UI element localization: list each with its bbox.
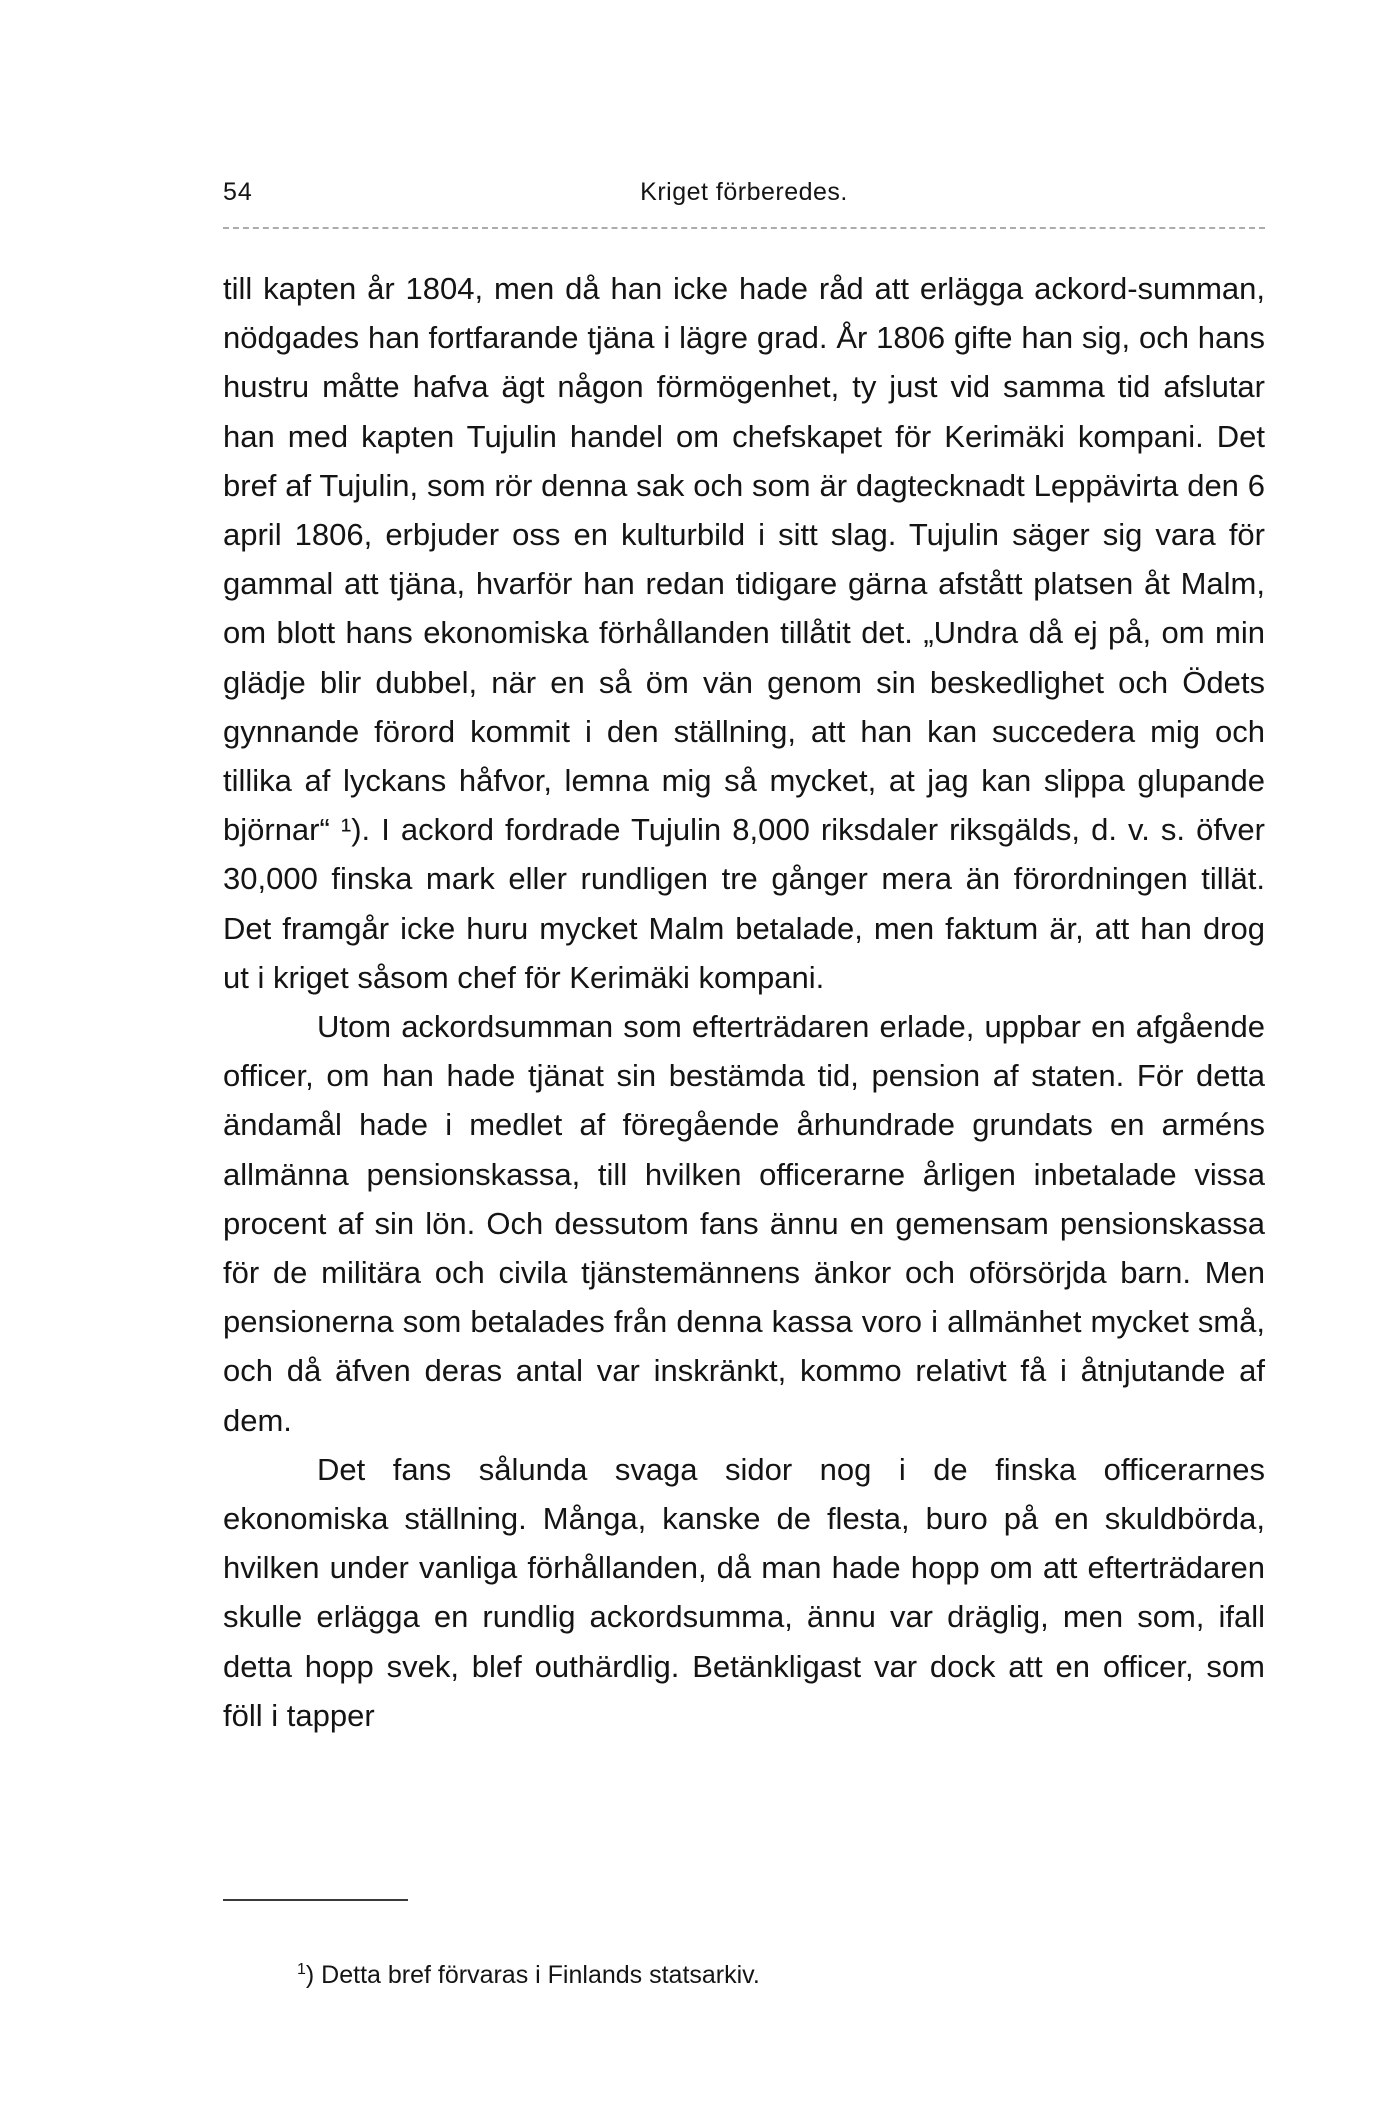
running-head (223, 178, 1265, 218)
paragraph-1: till kapten år 1804, men då han icke hade råd att erlägga ackord-summan, nödgades han fortfarande tjäna i lägre grad. År 1806 gifte han sig, och hans hustru måtte hafva ägt någon förmögenhet, ty just vid samma tid afslutar han med kapten Tujulin handel om chefskapet för Kerimäki kompani. Det bref af Tujulin, som rör denna sak och som är dagtecknadt Leppävirta den 6 april 1806, erbjuder oss en kulturbild i sitt slag. Tujulin säger sig vara för gammal att tjäna, hvarför han redan tidigare gärna afstått platsen åt Malm, om blott hans ekonomiska förhållanden tillåtit det. „Undra då ej på, om min glädje blir dubbel, när en så öm vän genom sin beskedlighet och Ödets gynnande förord kommit i den ställning, att han kan succedera mig och tillika af lyckans håfvor, lemna mig så mycket, at jag kan slippa glupande björnar“ ¹). I ackord fordrade Tujulin 8,000 riksdaler riksgälds, d. v. s. öfver 30,000 finska mark eller rundligen tre gånger mera än förordningen tillät. Det framgår icke huru mycket Malm betalade, men faktum är, att han drog ut i kriget såsom chef för Kerimäki kompani. (223, 271, 1265, 995)
footnote (297, 1954, 760, 1991)
paragraph-2: Utom ackordsumman som efterträdaren erlade, uppbar en afgående officer, om han hade tjänat sin bestämda tid, pension af staten. För detta ändamål hade i medlet af föregående århundrade grundats en arméns allmänna pensionskassa, till hvilken officerarne årligen inbetalade vissa procent af sin lön. Och dessutom fans ännu en gemensam pensionskassa för de militära och civila tjänstemännens änkor och oförsörjda barn. Men pensionerna som betalades från denna kassa voro i allmänhet mycket små, och då äfven deras antal var inskränkt, kommo relativt få i åtnjutande af dem. (223, 1009, 1265, 1438)
running-title: Kriget förberedes. (640, 178, 848, 206)
body-text (223, 264, 1265, 1740)
paragraph-3: Det fans sålunda svaga sidor nog i de finska officerarnes ekonomiska ställning. Många, kanske de flesta, buro på en skuldbörda, hvilken under vanliga förhållanden, då man hade hopp om att efterträdaren skulle erlägga en rundlig ackordsumma, ännu var dräglig, men som, ifall detta hopp svek, blef outhärdlig. Betänkligast var dock att en officer, som föll i tapper (223, 1451, 1265, 1733)
page-number: 54 (223, 178, 253, 206)
header-rule (223, 227, 1265, 229)
footnote-marker: 1 (297, 1961, 306, 1978)
footnote-rule (223, 1899, 408, 1901)
footnote-text: ) Detta bref förvaras i Finlands statsarkiv. (305, 1961, 760, 1989)
